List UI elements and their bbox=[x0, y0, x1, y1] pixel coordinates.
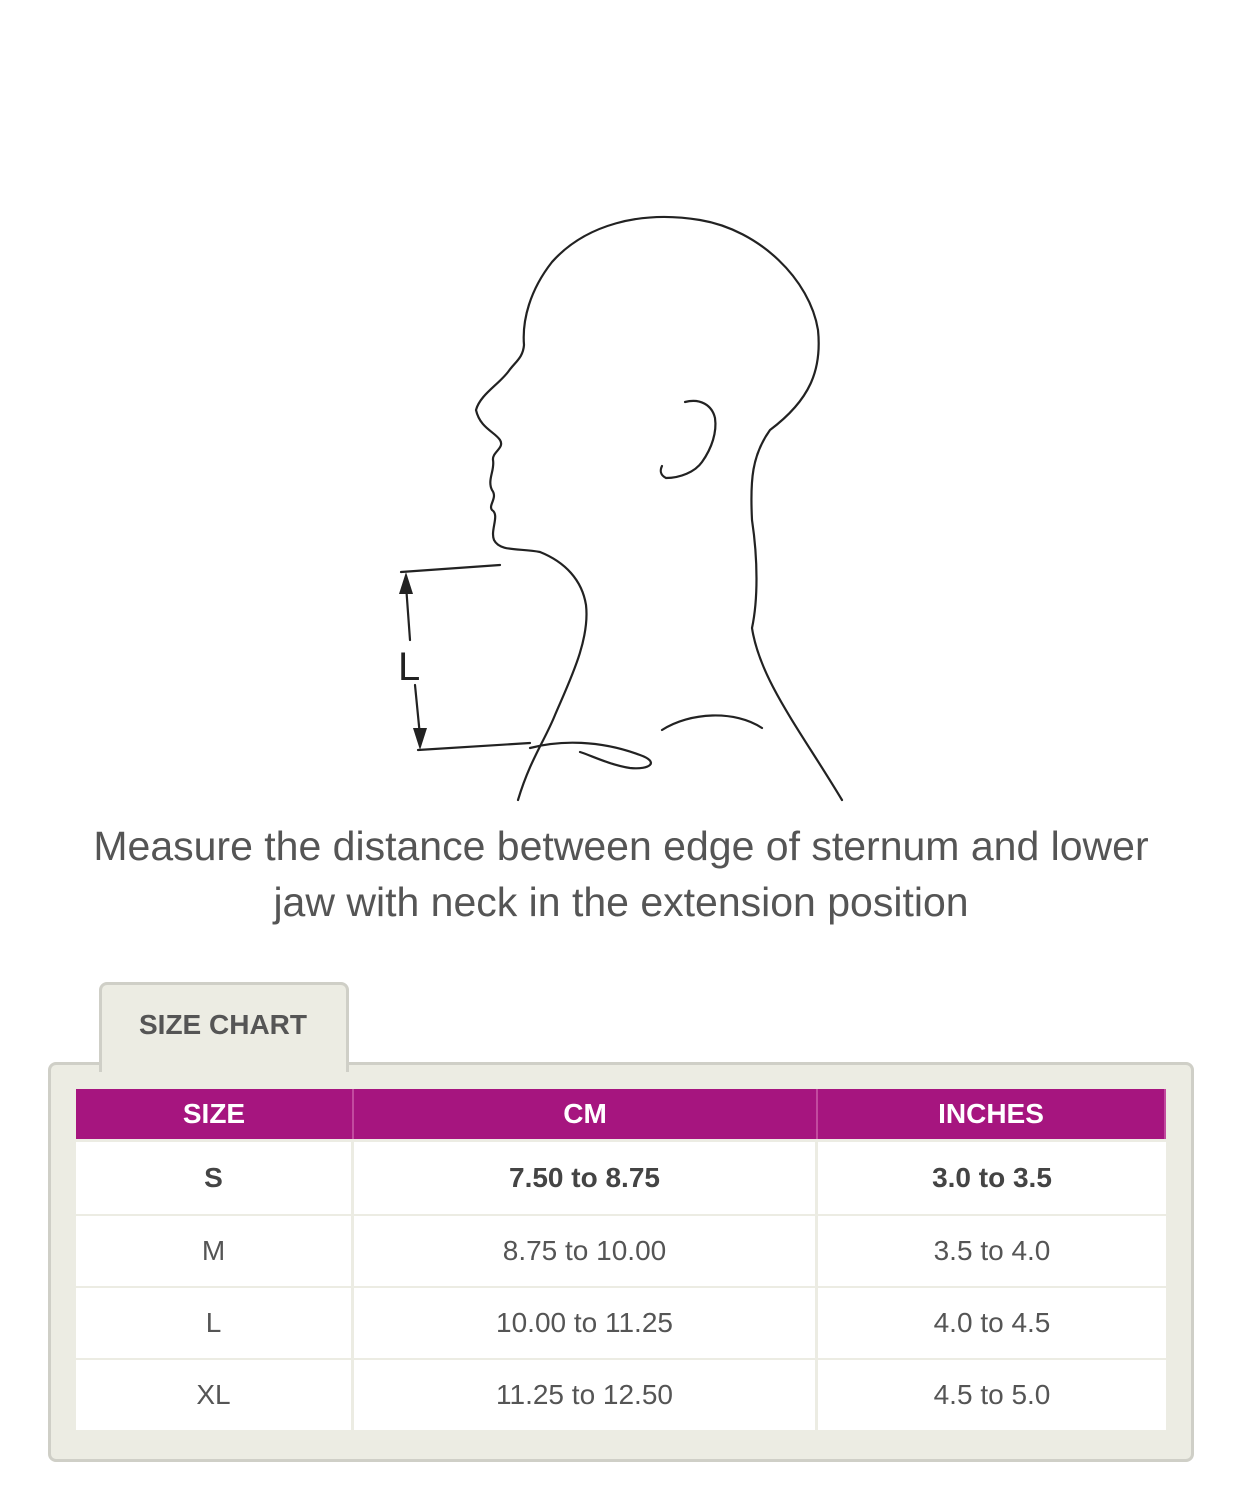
size-chart-tab bbox=[99, 982, 349, 1072]
size-chart-table bbox=[76, 1089, 1166, 1430]
row-s-cm: 7.50 to 8.75 bbox=[354, 1139, 818, 1214]
header-inches: INCHES bbox=[818, 1089, 1166, 1139]
jaw-measure-line bbox=[401, 565, 500, 572]
row-l-cm: 10.00 to 11.25 bbox=[354, 1286, 818, 1358]
header-cm: CM bbox=[354, 1089, 818, 1139]
clavicle bbox=[530, 743, 651, 769]
row-m-cm: 8.75 to 10.00 bbox=[354, 1214, 818, 1286]
row-xl-inches: 4.5 to 5.0 bbox=[818, 1358, 1166, 1430]
row-s-size: S bbox=[76, 1139, 354, 1214]
caption-line-1: Measure the distance between edge of sternum and lower bbox=[93, 823, 1149, 869]
size-chart-title: SIZE CHART bbox=[139, 1009, 307, 1040]
caption-line-2: jaw with neck in the extension position bbox=[273, 879, 969, 925]
row-xl-cm: 11.25 to 12.50 bbox=[354, 1358, 818, 1430]
row-l-size: L bbox=[76, 1286, 354, 1358]
row-m-inches: 3.5 to 4.0 bbox=[818, 1214, 1166, 1286]
row-s-inches: 3.0 to 3.5 bbox=[818, 1139, 1166, 1214]
shoulder-curve bbox=[662, 715, 762, 730]
arrow-up-icon bbox=[399, 572, 413, 594]
measure-label: L bbox=[398, 645, 421, 689]
row-xl-size: XL bbox=[76, 1358, 354, 1430]
arrow-down-icon bbox=[413, 728, 427, 750]
row-m-size: M bbox=[76, 1214, 354, 1286]
measurement-instructions bbox=[60, 818, 1182, 930]
head-outline bbox=[476, 217, 842, 800]
row-l-inches: 4.0 to 4.5 bbox=[818, 1286, 1166, 1358]
ear bbox=[661, 401, 716, 478]
sternum-measure-line bbox=[418, 743, 530, 750]
header-size: SIZE bbox=[76, 1089, 354, 1139]
